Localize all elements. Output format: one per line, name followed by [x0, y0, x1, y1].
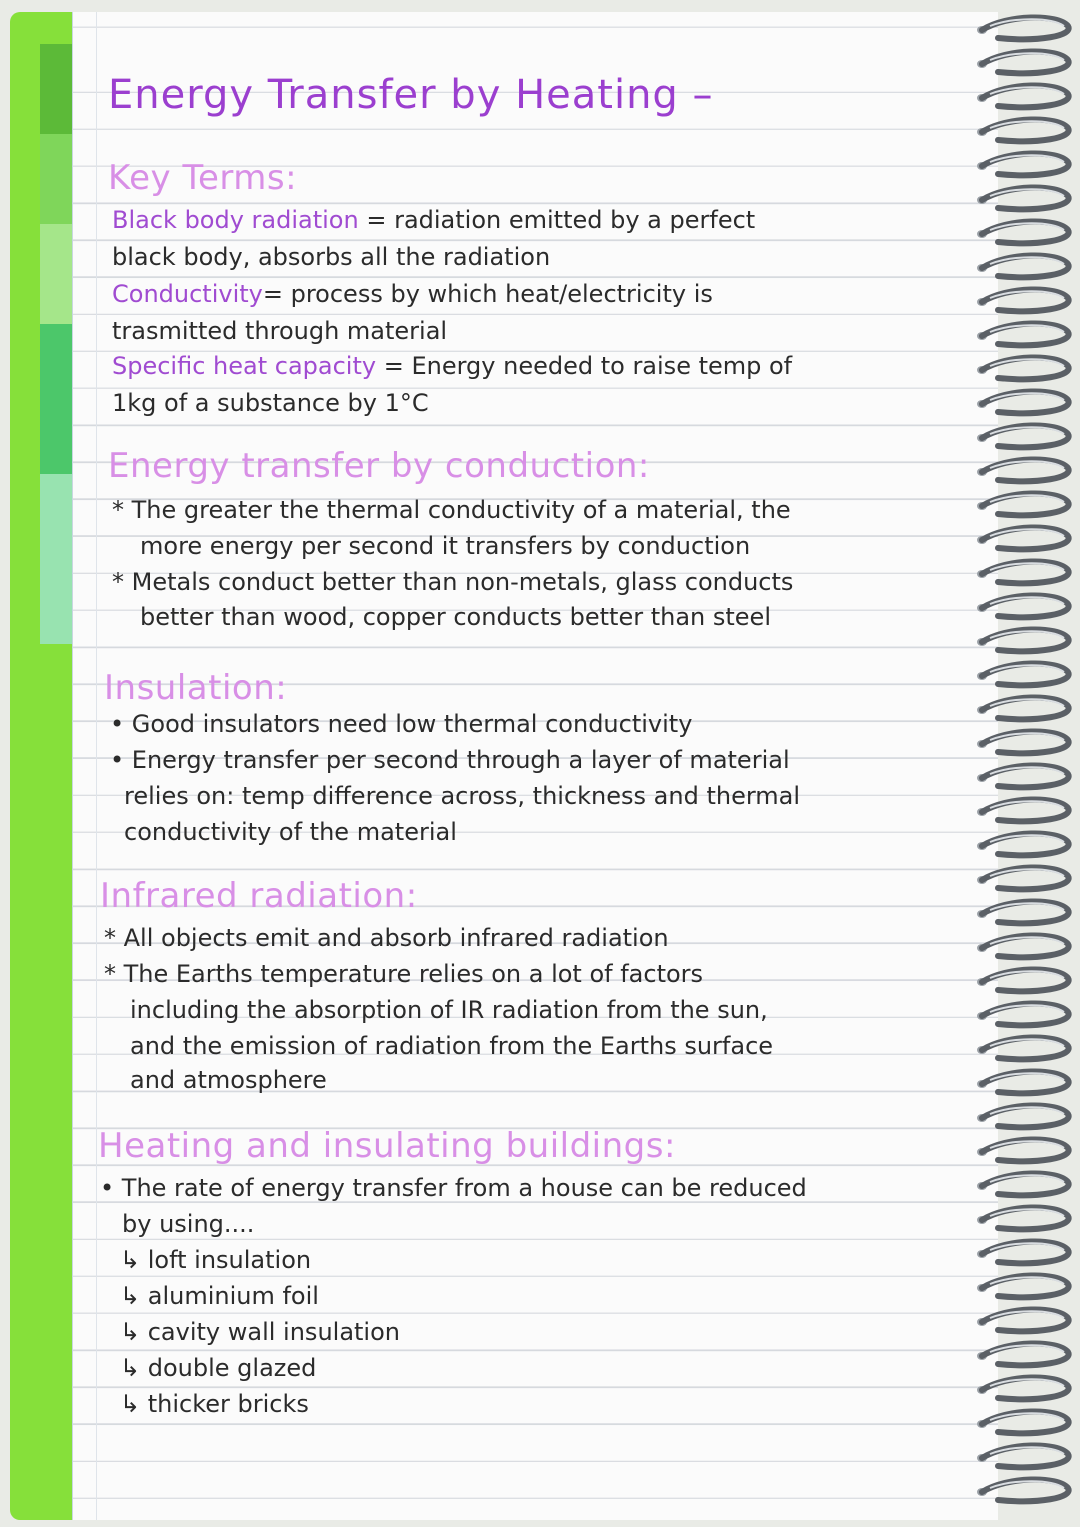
conduction-line: * The greater the thermal conductivity of a material, the: [112, 496, 791, 524]
insulation-line: • Energy transfer per second through a layer of material: [110, 746, 790, 774]
insulation-line: relies on: temp difference across, thickness and thermal: [124, 782, 801, 810]
buildings-list-item: ↳ cavity wall insulation: [120, 1318, 400, 1346]
buildings-list-item: ↳ loft insulation: [120, 1246, 312, 1274]
buildings-heading: Heating and insulating buildings:: [98, 1126, 676, 1166]
buildings-list-item: ↳ aluminium foil: [120, 1282, 319, 1310]
insulation-heading: Insulation:: [104, 668, 288, 708]
infrared-line: and atmosphere: [130, 1066, 327, 1094]
key-term-line: black body, absorbs all the radiation: [112, 243, 551, 271]
key-term-line: 1kg of a substance by 1°C: [112, 389, 429, 417]
conduction-line: better than wood, copper conducts better than steel: [140, 603, 771, 631]
infrared-line: * All objects emit and absorb infrared radiation: [104, 924, 669, 952]
infrared-line: * The Earths temperature relies on a lot of factors: [104, 960, 704, 988]
conduction-line: more energy per second it transfers by conduction: [140, 532, 751, 560]
key-term-line: Specific heat capacity = Energy needed to raise temp of: [112, 352, 793, 380]
buildings-line: by using....: [122, 1210, 255, 1238]
infrared-line: including the absorption of IR radiation from the sun,: [130, 996, 768, 1024]
conduction-line: * Metals conduct better than non-metals, glass conducts: [112, 568, 794, 596]
key-term-line: Conductivity= process by which heat/electricity is: [112, 280, 713, 308]
conduction-heading: Energy transfer by conduction:: [108, 446, 650, 486]
key-term-line: trasmitted through material: [112, 317, 448, 345]
buildings-line: • The rate of energy transfer from a house can be reduced: [100, 1174, 807, 1202]
infrared-heading: Infrared radiation:: [100, 876, 418, 916]
key-term-line: Black body radiation = radiation emitted by a perfect: [112, 206, 756, 234]
page-title: Energy Transfer by Heating –: [108, 72, 714, 118]
buildings-list-item: ↳ double glazed: [120, 1354, 317, 1382]
buildings-list-item: ↳ thicker bricks: [120, 1390, 309, 1418]
key-terms-heading: Key Terms:: [108, 158, 298, 198]
insulation-line: conductivity of the material: [124, 818, 457, 846]
infrared-line: and the emission of radiation from the Earths surface: [130, 1032, 774, 1060]
insulation-line: • Good insulators need low thermal conductivity: [110, 710, 693, 738]
